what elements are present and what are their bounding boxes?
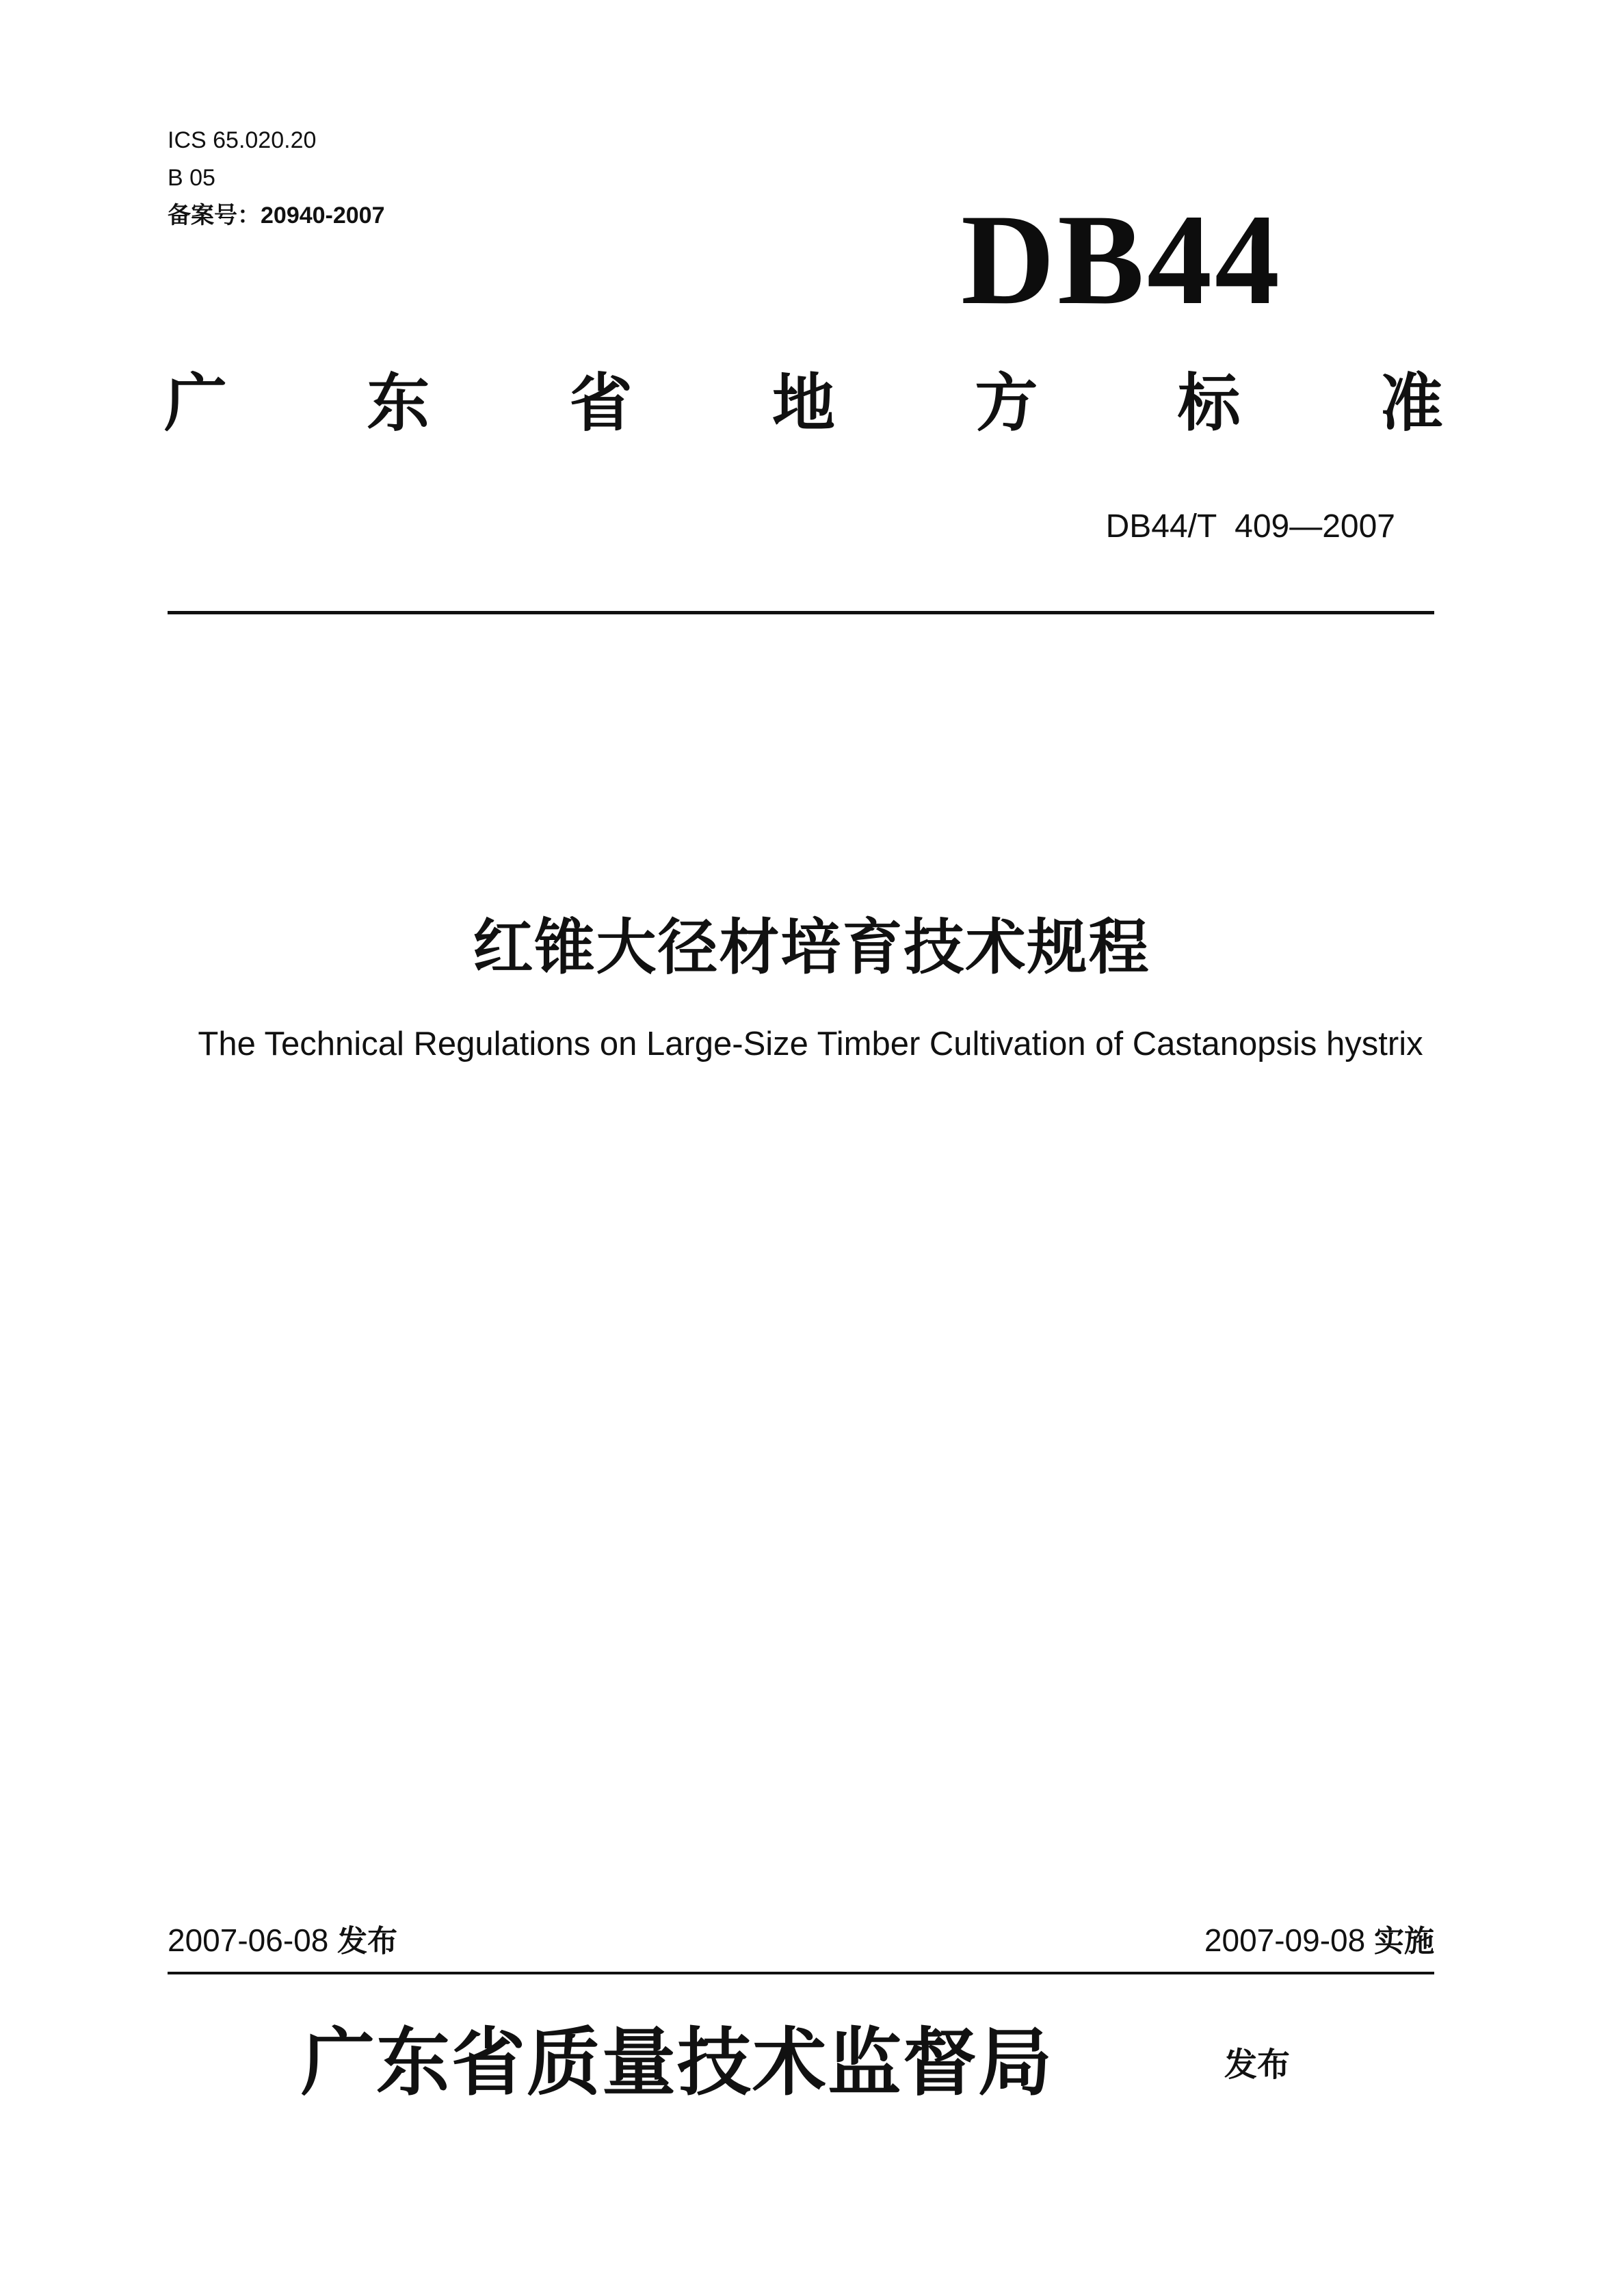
standard-type-char: 地 (771, 367, 835, 440)
standard-type-char: 方 (975, 367, 1038, 440)
db-code-logo: DB44 (961, 188, 1282, 332)
bottom-divider (168, 1972, 1434, 1974)
release-date-line (168, 1921, 397, 1961)
standard-type-char: 标 (1177, 367, 1241, 440)
standard-number: DB44/T 409—2007 (1105, 508, 1395, 545)
document-title-chinese: 红锥大径材培育技术规程 (473, 912, 1150, 982)
standard-type-char: 东 (367, 367, 430, 440)
effective-date: 2007-09-08 (1204, 1922, 1366, 1958)
standard-type-heading (164, 366, 1443, 441)
issuing-label: 发布 (1224, 2046, 1291, 2084)
document-title-english: The Technical Regulations on Large-Size Timber Cultivation of Castanopsis hystrix (198, 1026, 1423, 1062)
effective-label: 实施 (1374, 1924, 1434, 1959)
standard-type-char: 广 (164, 367, 228, 440)
top-divider (168, 611, 1434, 614)
ics-code: ICS 65.020.20 (168, 127, 317, 153)
effective-date-line (1060, 1921, 1434, 1961)
release-label: 发布 (337, 1924, 398, 1959)
category-code: B 05 (168, 165, 215, 191)
standard-type-char: 省 (569, 367, 633, 440)
issuing-authority: 广东省质量技术监督局 (301, 2020, 1054, 2106)
release-date: 2007-06-08 (168, 1922, 329, 1958)
filing-number: 备案号：20940-2007 (168, 203, 385, 229)
standard-type-char: 准 (1380, 367, 1443, 440)
